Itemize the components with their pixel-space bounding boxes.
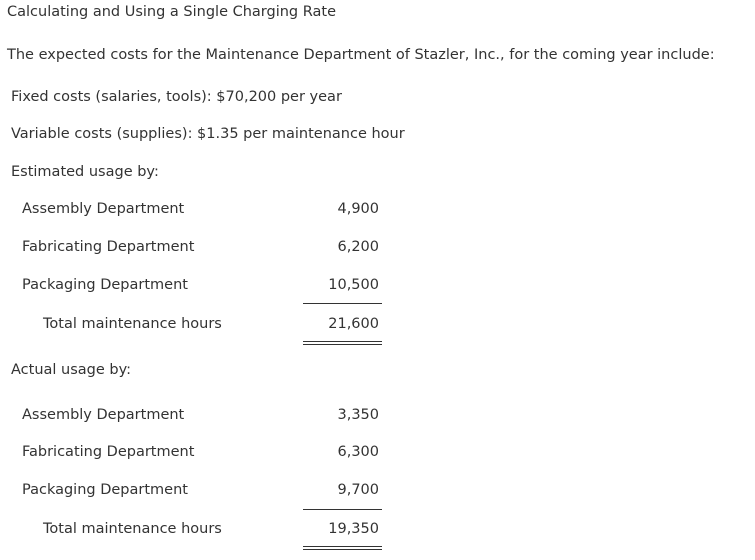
estimated-total-value: 21,600 — [328, 316, 379, 332]
actual-row-value: 6,300 — [337, 444, 379, 460]
actual-row-label: Assembly Department — [22, 407, 185, 423]
actual-total-value: 19,350 — [328, 521, 379, 537]
total-double-rule — [303, 341, 382, 345]
fixed-costs-text: Fixed costs (salaries, tools): $70,200 per year — [11, 89, 342, 105]
problem-title: Calculating and Using a Single Charging Rate — [7, 4, 336, 20]
actual-row-label: Packaging Department — [22, 482, 188, 498]
estimated-row-value: 10,500 — [328, 277, 379, 293]
actual-row-label: Fabricating Department — [22, 444, 195, 460]
variable-costs-text: Variable costs (supplies): $1.35 per maintenance hour — [11, 126, 405, 142]
actual-usage-heading: Actual usage by: — [11, 362, 132, 378]
total-double-rule — [303, 546, 382, 550]
actual-row-value: 3,350 — [337, 407, 379, 423]
estimated-total-label: Total maintenance hours — [43, 316, 222, 332]
intro-text: The expected costs for the Maintenance Department of Stazler, Inc., for the coming year include: — [7, 47, 715, 63]
actual-total-label: Total maintenance hours — [43, 521, 222, 537]
estimated-row-value: 4,900 — [337, 201, 379, 217]
estimated-row-label: Fabricating Department — [22, 239, 195, 255]
estimated-row-label: Packaging Department — [22, 277, 188, 293]
subtotal-rule — [303, 303, 382, 304]
estimated-row-value: 6,200 — [337, 239, 379, 255]
estimated-row-label: Assembly Department — [22, 201, 185, 217]
estimated-usage-heading: Estimated usage by: — [11, 164, 159, 180]
actual-row-value: 9,700 — [337, 482, 379, 498]
subtotal-rule — [303, 509, 382, 510]
